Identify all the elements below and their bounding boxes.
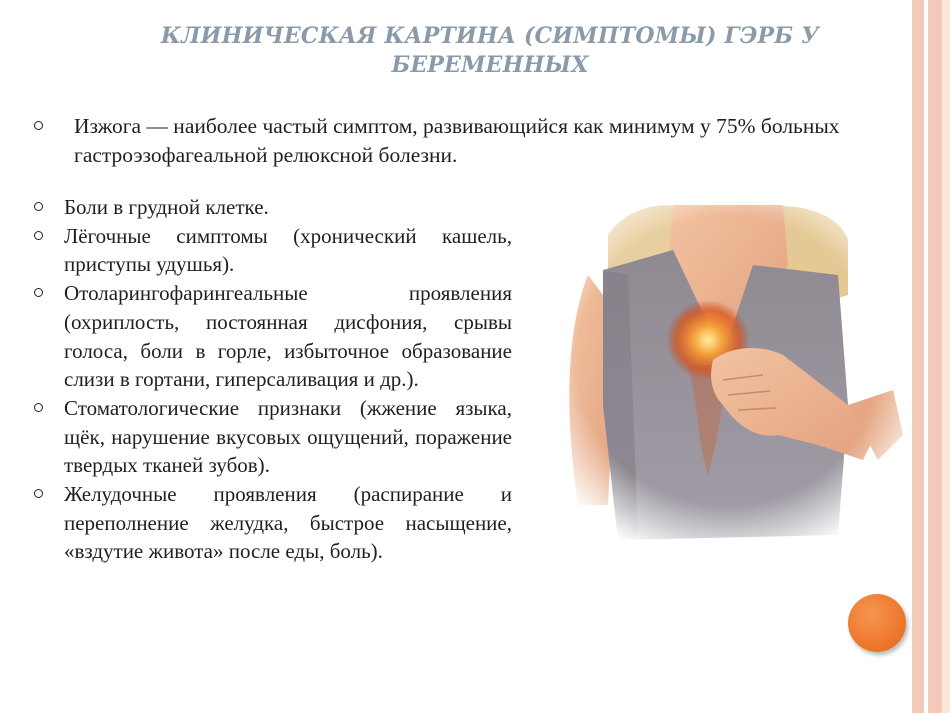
edge-stripe-inner — [928, 0, 942, 713]
heartburn-illustration — [548, 205, 908, 550]
symptom-text: Желудочные проявления (распирание и переполнение желудка, быстрое насыщение, «вздутие живота» после еды, боль). — [64, 482, 512, 564]
bullet-circle-icon — [34, 489, 43, 498]
symptom-text: Стоматологические признаки (жжение языка, щёк, нарушение вкусовых ощущений, поражение твердых тканей зубов). — [64, 395, 512, 478]
slide-title: КЛИНИЧЕСКАЯ КАРТИНА (СИМПТОМЫ) ГЭРБ У БЕРЕМЕННЫХ — [160, 23, 820, 78]
bullet-circle-icon — [34, 121, 43, 130]
bullet-circle-icon — [34, 403, 43, 412]
symptom-text: Лёгочные симптомы (хронический кашель, приступы удушья). — [64, 223, 512, 277]
intro-list — [34, 112, 874, 170]
symptom-text: Боли в грудной клетке. — [64, 195, 269, 219]
bullet-circle-icon — [34, 288, 43, 297]
bullet-circle-icon — [34, 231, 43, 240]
list-item-pulmonary — [34, 222, 512, 279]
symptom-text: Отоларингофарингеальные проявления (охриплость, постоянная дисфония, срывы голоса, боли в горле, избыточное образование слизи в гортани, гиперсаливация и др.). — [64, 281, 512, 392]
orange-circle-decoration — [848, 594, 906, 652]
list-item-heartburn — [34, 112, 874, 170]
edge-stripe-edge — [942, 0, 950, 713]
list-item-otolaryngo — [34, 279, 512, 394]
list-item-dental — [34, 394, 512, 480]
bullet-circle-icon — [34, 202, 43, 211]
symptom-list — [34, 193, 512, 566]
intro-bullet-text: Изжога — наиболее частый симптом, развивающийся как минимум у 75% больных гастроэзофагеальной релюксной болезни. — [74, 114, 840, 167]
vignette — [548, 205, 908, 550]
list-item-chest-pain — [34, 193, 512, 222]
edge-stripe-outer — [912, 0, 924, 713]
list-item-gastric — [34, 480, 512, 566]
woman-chest-illustration — [548, 205, 908, 550]
